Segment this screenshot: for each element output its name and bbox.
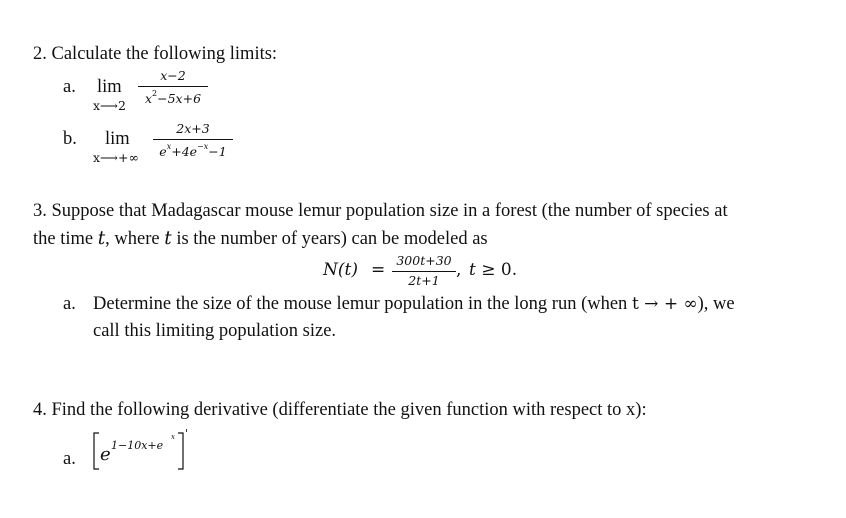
q3-formula-fraction xyxy=(392,253,456,293)
q3-formula-fraction-bar xyxy=(392,271,456,272)
q2b-lim: lim xyxy=(105,129,130,149)
q2-heading: 2. Calculate the following limits: xyxy=(33,44,278,64)
q4a-prime: ' xyxy=(185,427,189,440)
q2a-numerator: x−2 xyxy=(160,68,186,83)
q2b-lim-subscript: x⟶+∞ xyxy=(93,150,139,165)
q3a-line1: Determine the size of the mouse lemur population in the long run (when t → + ∞), we xyxy=(93,294,735,314)
q2b-denominator: $e^x+4e^{-x}-1$ xyxy=(159,142,227,160)
q2a-lim: lim xyxy=(97,77,122,97)
q4a-exponent: 1−10x+e xyxy=(111,439,164,452)
q2a-label: a. xyxy=(63,77,76,97)
q4a-label: a. xyxy=(63,449,76,469)
q3-formula-lhs: N(t) xyxy=(323,260,358,280)
q2a-fraction xyxy=(138,68,208,114)
q2a-denominator: $x^2-5x+6$ xyxy=(144,89,202,107)
q4a-inner-exponent: x xyxy=(171,433,175,441)
q2b-fraction xyxy=(153,121,233,167)
q3-line1: 3. Suppose that Madagascar mouse lemur population size in a forest (the number of species at xyxy=(33,201,728,221)
q2b-label: b. xyxy=(63,129,77,149)
q3-line2: the time t, where t is the number of years) can be modeled as xyxy=(33,228,488,249)
q2a-fraction-bar xyxy=(138,86,208,87)
q3a-line2: call this limiting population size. xyxy=(93,321,337,341)
q3-formula-comma: , xyxy=(456,260,462,280)
q2b-fraction-bar xyxy=(153,139,233,140)
q3-formula-denominator: 2t+1 xyxy=(408,273,440,288)
q2a-lim-subscript: x⟶2 xyxy=(93,98,126,113)
q4a-base: e xyxy=(100,444,111,465)
q3-formula-condition: t ≥ 0. xyxy=(469,260,518,280)
q3-formula-numerator: 300t+30 xyxy=(396,253,452,268)
q3a-label: a. xyxy=(63,294,76,314)
q4-heading: 4. Find the following derivative (differentiate the given function with respect to x): xyxy=(33,400,647,420)
q3-formula-equals: = xyxy=(371,260,386,280)
q4a-expression xyxy=(92,427,192,471)
q2b-numerator: 2x+3 xyxy=(176,121,210,136)
